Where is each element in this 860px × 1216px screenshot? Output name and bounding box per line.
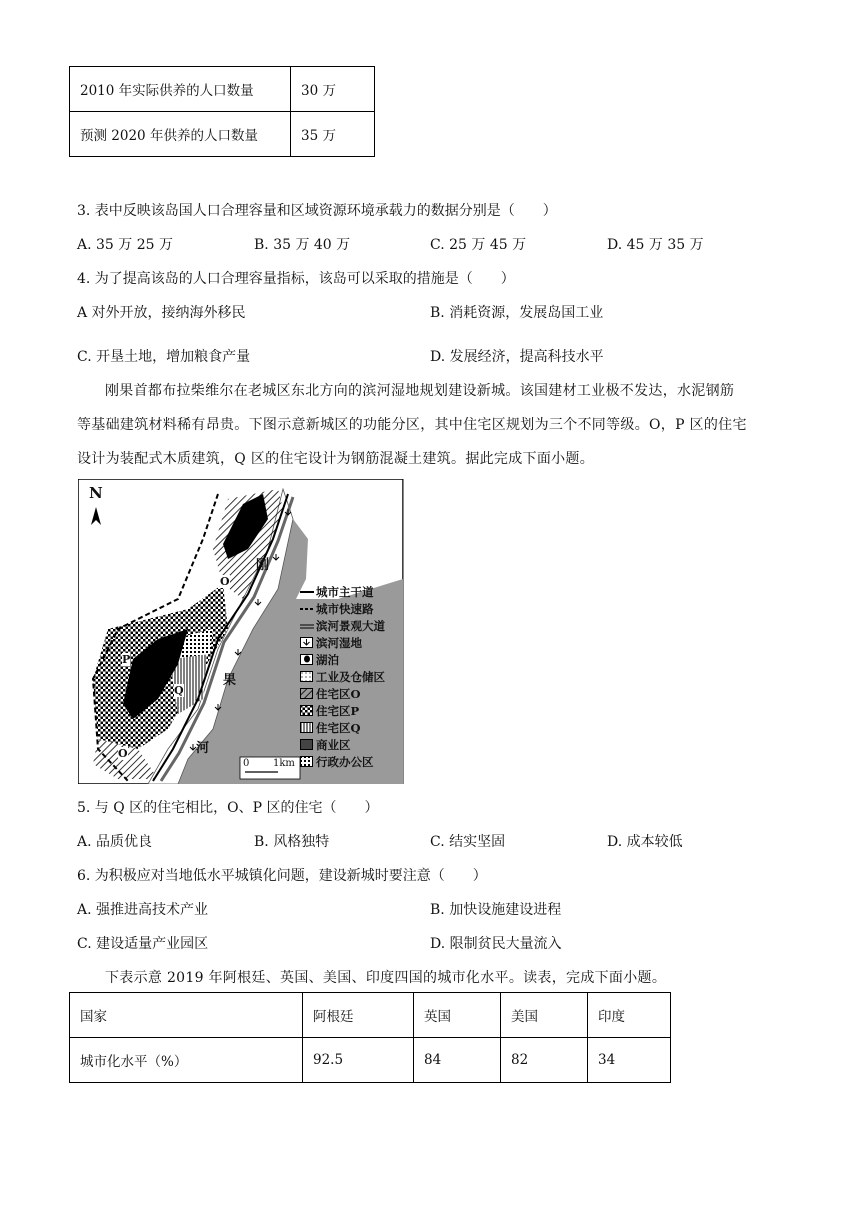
table-cell: 2010 年实际供养的人口数量 xyxy=(70,67,291,112)
question-3-option-a[interactable]: A. 35 万 25 万 xyxy=(77,237,173,253)
question-5-stem: 5. 与 Q 区的住宅相比，O、P 区的住宅（ ） xyxy=(77,800,379,816)
question-5-option-a[interactable]: A. 品质优良 xyxy=(77,834,153,850)
population-table xyxy=(69,66,375,157)
legend-item xyxy=(300,635,362,651)
table-cell: 30 万 xyxy=(291,67,375,112)
river-label: 果 xyxy=(223,673,237,688)
question-6-option-c[interactable]: C. 建设适量产业园区 xyxy=(77,936,209,952)
table-header-cell: 印度 xyxy=(588,993,671,1038)
legend-label: 商业区 xyxy=(316,738,351,752)
table-cell: 82 xyxy=(501,1038,588,1083)
table-header-cell: 英国 xyxy=(414,993,501,1038)
legend-label: 住宅区P xyxy=(316,704,360,718)
legend-label: 滨河湿地 xyxy=(316,636,362,650)
question-5-option-b[interactable]: B. 风格独特 xyxy=(254,834,330,850)
question-6-option-d[interactable]: D. 限制贫民大量流入 xyxy=(430,936,562,952)
legend-label: 住宅区Q xyxy=(316,721,361,735)
legend-item xyxy=(300,584,374,600)
river-label: 刚 xyxy=(256,558,270,573)
legend-item xyxy=(300,686,361,702)
vertical-hatch-box-icon xyxy=(300,722,316,734)
table-header-cell: 国家 xyxy=(70,993,303,1038)
question-4-option-d[interactable]: D. 发展经济，提高科技水平 xyxy=(430,349,604,365)
legend-item xyxy=(300,652,339,668)
cross-hatch-box-icon xyxy=(300,705,316,717)
question-4-option-b[interactable]: B. 消耗资源，发展岛国工业 xyxy=(430,305,604,321)
lake-box-icon xyxy=(300,654,316,666)
question-6-option-a[interactable]: A. 强推进高技术产业 xyxy=(77,902,209,918)
dotted-box-icon xyxy=(300,671,316,683)
table-cell: 35 万 xyxy=(291,112,375,157)
table-cell: 34 xyxy=(588,1038,671,1083)
legend-label: 城市快速路 xyxy=(316,602,374,616)
solid-line-icon xyxy=(300,587,316,597)
question-6-stem: 6. 为积极应对当地低水平城镇化问题，建设新城时要注意（ ） xyxy=(77,868,487,884)
urbanization-table xyxy=(69,992,671,1083)
scale-distance: 1km xyxy=(273,758,295,769)
table-cell: 92.5 xyxy=(303,1038,414,1083)
zone-label-p: P xyxy=(122,653,131,666)
question-4-option-a[interactable]: A 对外开放，接纳海外移民 xyxy=(77,305,246,321)
legend-item xyxy=(300,754,374,770)
legend-item xyxy=(300,720,361,736)
legend-label: 工业及仓储区 xyxy=(316,670,385,684)
scale-zero: 0 xyxy=(243,758,250,769)
dashed-line-icon xyxy=(300,604,316,614)
passage-line: 设计为装配式木质建筑，Q 区的住宅设计为钢筋混凝土建筑。据此完成下面小题。 xyxy=(77,451,595,467)
legend-item xyxy=(300,703,359,719)
north-label: N xyxy=(89,484,103,502)
diagonal-hatch-box-icon xyxy=(300,688,316,700)
question-3-option-d[interactable]: D. 45 万 35 万 xyxy=(607,237,704,253)
question-5-option-c[interactable]: C. 结实坚固 xyxy=(430,834,506,850)
river-label: 河 xyxy=(196,741,210,756)
question-6-option-b[interactable]: B. 加快设施建设进程 xyxy=(430,902,562,918)
zone-label-q: Q xyxy=(174,684,184,697)
table-cell: 84 xyxy=(414,1038,501,1083)
legend-label: 城市主干道 xyxy=(316,585,374,599)
legend-label: 住宅区O xyxy=(316,687,361,701)
passage-line: 等基础建筑材料稀有昂贵。下图示意新城区的功能分区，其中住宅区规划为三个不同等级。O，P 区的住宅 xyxy=(77,417,747,433)
table-header-cell: 美国 xyxy=(501,993,588,1038)
legend-label: 行政办公区 xyxy=(316,755,374,769)
legend-item xyxy=(300,618,385,634)
question-3-stem: 3. 表中反映该岛国人口合理容量和区域资源环境承载力的数据分别是（ ） xyxy=(77,203,557,219)
grid-box-icon xyxy=(300,756,316,768)
legend-item xyxy=(300,737,351,753)
passage-line: 下表示意 2019 年阿根廷、英国、美国、印度四国的城市化水平。读表，完成下面小题。 xyxy=(105,970,667,986)
legend-label: 滨河景观大道 xyxy=(316,619,385,633)
wetland-box-icon xyxy=(300,637,316,649)
legend-item xyxy=(300,669,385,685)
question-5-option-d[interactable]: D. 成本较低 xyxy=(607,834,683,850)
question-3-option-c[interactable]: C. 25 万 45 万 xyxy=(430,237,527,253)
table-header-cell: 阿根廷 xyxy=(303,993,414,1038)
map-legend xyxy=(300,584,410,784)
dense-box-icon xyxy=(300,739,316,751)
zone-label-o: O xyxy=(118,747,128,760)
double-line-icon xyxy=(300,621,316,631)
zone-label-o: O xyxy=(220,575,230,588)
legend-label: 湖泊 xyxy=(316,653,339,667)
question-4-stem: 4. 为了提高该岛的人口合理容量指标，该岛可以采取的措施是（ ） xyxy=(77,271,515,287)
passage-line: 刚果首都布拉柴维尔在老城区东北方向的滨河湿地规划建设新城。该国建材工业极不发达，水泥钢筋 xyxy=(105,383,735,399)
legend-item xyxy=(300,601,374,617)
table-cell: 城市化水平（%） xyxy=(70,1038,303,1083)
question-4-option-c[interactable]: C. 开垦土地，增加粮食产量 xyxy=(77,349,251,365)
table-cell: 预测 2020 年供养的人口数量 xyxy=(70,112,291,157)
question-3-option-b[interactable]: B. 35 万 40 万 xyxy=(254,237,351,253)
